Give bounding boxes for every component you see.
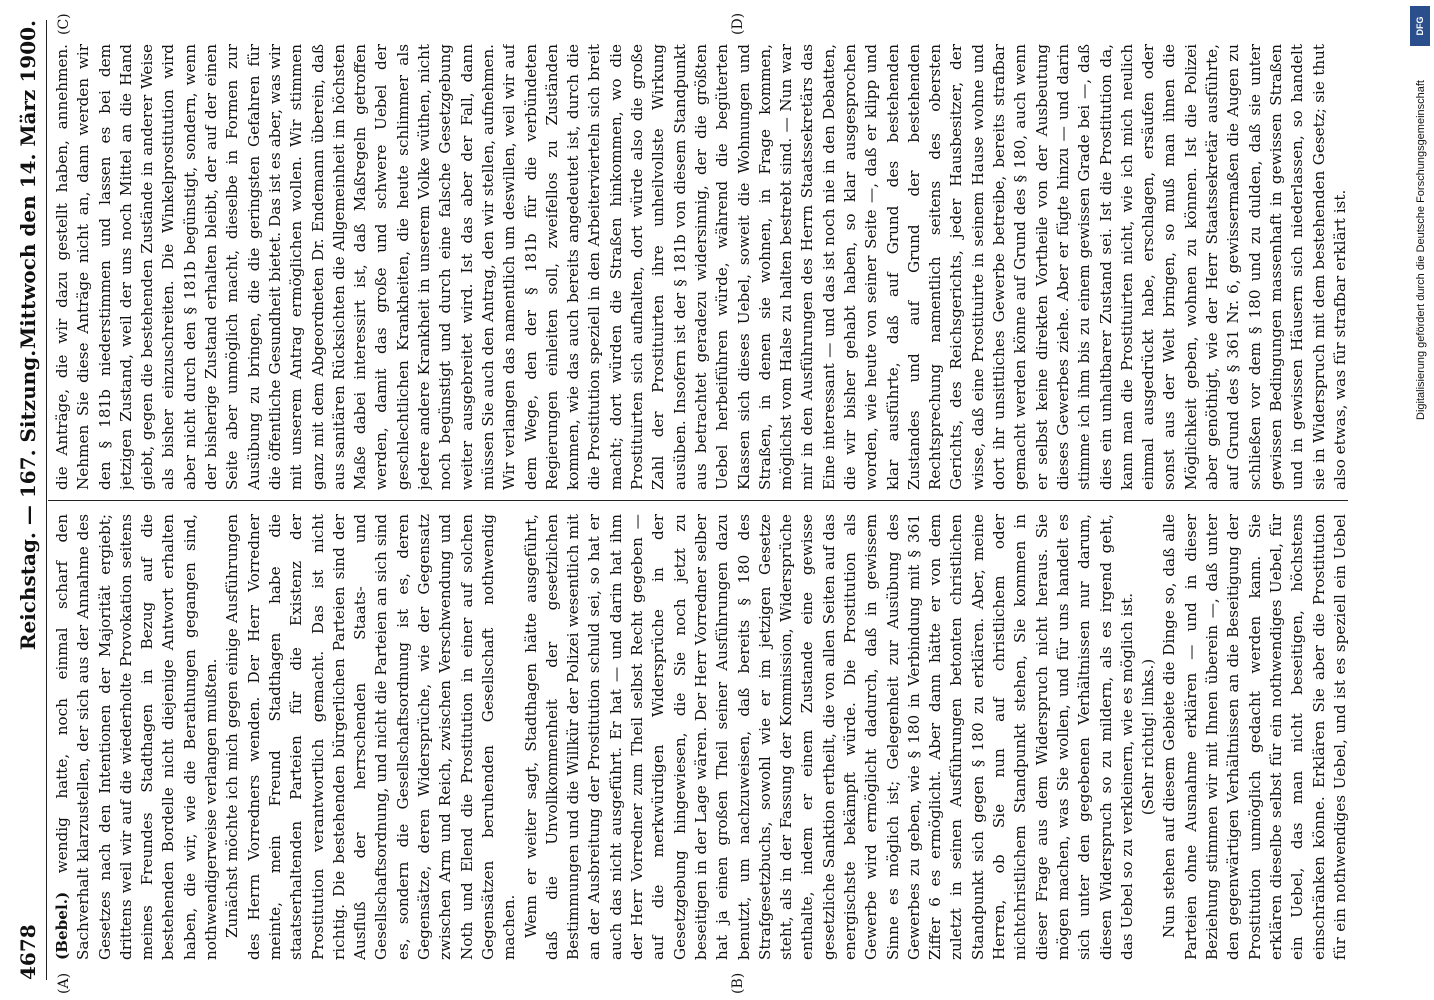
page-number: 4678 — [16, 924, 40, 980]
speaker-tag: (Bebel.) — [53, 891, 71, 960]
paragraph: die Anträge, die wir dazu gestellt haben, annehmen. Nehmen Sie diese Anträge nicht an, dann werden wir den § 181b niederstimmen und lassen es bei dem jetzigen Zustand, weil der uns noch Mittel an die Hand giebt, gegen die bestehenden Zustände in anderer Weise als bisher einzuschreiten. Die Winkelprostitution wird aber nicht durch den § 181b begünstigt, sondern, wenn der bisherige Zustand erhalten bleibt, der auf der einen Seite aber unmöglich macht, dieselbe in Formen zur Ausübung zu bringen, die die geringsten Gefahren für die öffentliche Gesundheit bietet. Das ist es aber, was wir mit unserem Antrag ermöglichen wollen. Wir stimmen ganz mit dem Abgeordneten Dr. Endemann überein, daß aus sanitären Rücksichten die Allgemeinheit im höchsten Maße dabei interessirt ist, daß Maßregeln getroffen werden, damit das große und schwere Uebel der geschlechtlichen Krankheiten, die heute schlimmer als jedere andere Krankheit in unserem Volke wüthen, nicht noch begünstigt und durch eine falsche Gesetzgebung weiter ausgebreitet wird. Ist das aber der Fall, dann müssen Sie auch den Antrag, den wir stellen, aufnehmen. Wir verlangen das namentlich um deswillen, weil wir auf dem Wege, den der § 181b für die verbündeten Regierungen einleiten soll, zweifellos zu Zuständen kommen, wie das auch bereits angedeutet ist, durch die die Prostitution speziell in den Arbeitervierteln sich breit macht; dort würden die Straßen hinkommen, wo die Prostituirten sich aufhalten, dort würde also die große Zahl der Prostituirten ihre unheilvollste Wirkung ausüben. Insofern ist der § 181b von diesem Standpunkt aus betrachtet geradezu widersinnig, der die größten Uebel herbeiführen würde, während die begüterten Klassen sich dieses Uebel, soweit die Wohnungen und Straßen, in denen sie wohnen, in Frage kommen, möglichst vom Halse zu halten bestrebt sind. — Nun war mir in den Ausführungen des Herrn Staatssekretärs das Eine interessant — und das ist noch nie in den Debatten, die wir bisher gehabt haben, so klar ausgesprochen worden, wie heute von seiner Seite —, daß er klipp und klar ausführte, daß auf Grund des bestehenden Zustandes und auf Grund der bestehenden Rechtsprechung namentlich seitens des obersten Gerichts, des Reichsgerichts, jeder Hausbesitzer, der wisse, daß eine Prostituirte in seinem Hause wohne und dort ihr unsittliches Gewerbe betreibe, bereits strafbar gemacht werden könne auf Grund des § 180, auch wenn er selbst keine direkten Vortheile von der Ausbeutung dieses Gewerbes ziehe. Aber er fügte hinzu — und darin stimme ich ihm bis zu einem gewissen Grade bei —, daß dies ein unhaltbarer Zustand sei. Ist die Prostitution da, kann man die Prostituirten nicht, wie ich mich neulich einmal ausgedrückt habe, erschlagen, ersäufen oder sonst aus der Welt bringen, so muß man ihnen die Möglichkeit geben, wohnen zu können. Ist die Polizei aber genöthigt, wie der Herr Staatssekretär ausführte, auf Grund des § 361 Nr. 6, gewissermaßen die Augen zu schließen vor dem § 180 und zu dulden, daß sie unter gewissen Bedingungen massenhaft in gewissen Straßen und in gewissen Häusern sich niederlassen, so handelt sie in Widerspruch mit dem bestehenden Gesetz; sie thut also etwas, was für strafbar erklärt ist. — [53, 44, 1349, 490]
left-column — [52, 514, 1352, 960]
margin-letter-b: (B) — [730, 972, 746, 994]
column-divider — [48, 500, 1348, 501]
applause-note — [1351, 44, 1352, 490]
header-rule — [46, 20, 47, 980]
digitization-notice: Digitalisierung gefördert durch die Deutsche Forschungsgemeinschaft — [1415, 80, 1427, 420]
dfg-logo-text: DFG — [1415, 16, 1425, 36]
session-date: Mittwoch den 14. März 1900. — [16, 20, 40, 350]
right-column — [52, 44, 1352, 490]
paragraph: Wenn er weiter sagt, Stadthagen hätte ausgeführt, daß die Unvollkommenheit der gesetzlichen Bestimmungen und die Willkür der Polizei wesentlich mit an der Ausbreitung der Prostitution schuld sei, so hat er auch das nicht ausgeführt. Er hat — und darin hat ihm der Herr Vorredner zum Theil selbst Recht gegeben — auf die merkwürdigen Widersprüche in der Gesetzgebung hingewiesen, die Sie noch jetzt zu beseitigen in der Lage wären. Der Herr Vorredner selber hat ja einen großen Theil seiner Ausführungen dazu benutzt, um nachzuweisen, daß bereits § 180 des Strafgesetzbuchs, sowohl wie er im jetzigen Gesetze steht, als in der Fassung der Kommission, Widersprüche enthalte, indem er einem Zustande eine gewisse gesetzliche Sanktion ertheilt, die von allen Seiten auf das energischste bekämpft würde. Die Prostitution als Gewerbe wird ermöglicht dadurch, daß in gewissem Sinne es möglich ist; Gelegenheit zur Ausübung des Gewerbes zu geben, wie § 180 in Verbindung mit § 361 Ziffer 6 es ermöglicht. Aber dann hätte er von dem zuletzt in seinen Ausführungen betonten christlichen Standpunkt sich gegen § 180 zu erklären. Aber, meine Herren, ob Sie nun auf christlichem oder nichtchristlichem Standpunkt stehen, Sie kommen in dieser Frage aus dem Widerspruch nicht heraus. Sie mögen machen, was Sie wollen, und für uns handelt es sich unter den gegebenen Verhältnissen nur darum, diesen Widerspruch so zu mildern, als es irgend geht, das Uebel so zu verkleinern, wie es möglich ist. — [521, 514, 1136, 960]
page-header — [14, 20, 42, 980]
session-title: Reichstag. — 167. Sitzung. — [16, 349, 40, 651]
paragraph: Zunächst möchte ich mich gegen einige Ausführungen des Herrn Vorredners wenden. Der Herr Vorredner meinte, mein Freund Stadthagen habe die staatserhaltenden Parteien für die Existenz der Prostitution verantwortlich gemacht. Das ist nicht richtig. Die bestehenden bürgerlichen Parteien sind der Ausfluß der herrschenden Staats- und Gesellschaftsordnung, und nicht die Parteien an sich sind es, sondern die Gesellschaftsordnung ist es, deren Gegensätze, deren Widersprüche, wie der Gegensatz zwischen Arm und Reich, zwischen Verschwendung und Noth und Elend die Prostitution in einer auf solchen Gegensätzen beruhenden Gesellschaft nothwendig machen. — [223, 514, 519, 960]
applause-note: (Sehr richtig! links.) — [1139, 658, 1158, 816]
paragraph: Nun stehen auf diesem Gebiete die Dinge so, daß alle Parteien ohne Ausnahme erklären — und in dieser Beziehung stimmen wir mit Ihnen überein —, daß unter den gegenwärtigen Verhältnissen an die Beseitigung der Prostitution unmöglich gedacht werden kann. Sie erklären dieselbe selbst für ein nothwendiges Uebel, für ein Uebel, das man nicht beseitigen, höchstens einschränken könne. Erklären Sie aber die Prostitution für ein nothwendiges Uebel, und ist es speziell ein Uebel — [1160, 514, 1349, 960]
dfg-logo — [1410, 6, 1430, 46]
paragraph: wendig hatte, noch einmal scharf den Sachverhalt klarzustellen, der sich aus der Annahme des Gesetzes nach den Intentionen der Majorität ergiebt; drittens weil wir auf die wiederholte Provokation seitens meines Freundes Stadthagen in Bezug auf die bestehenden Bordelle nicht diejenige Antwort erhalten haben, die wir, wie die Berathungen gegangen sind, nothwendigerweise verlangen mußten. — [53, 514, 221, 960]
digitization-strip — [1408, 0, 1434, 1000]
margin-letter-a: (A) — [56, 972, 72, 994]
margin-letter-c: (C) — [56, 13, 72, 35]
margin-letter-d: (D) — [730, 12, 746, 35]
